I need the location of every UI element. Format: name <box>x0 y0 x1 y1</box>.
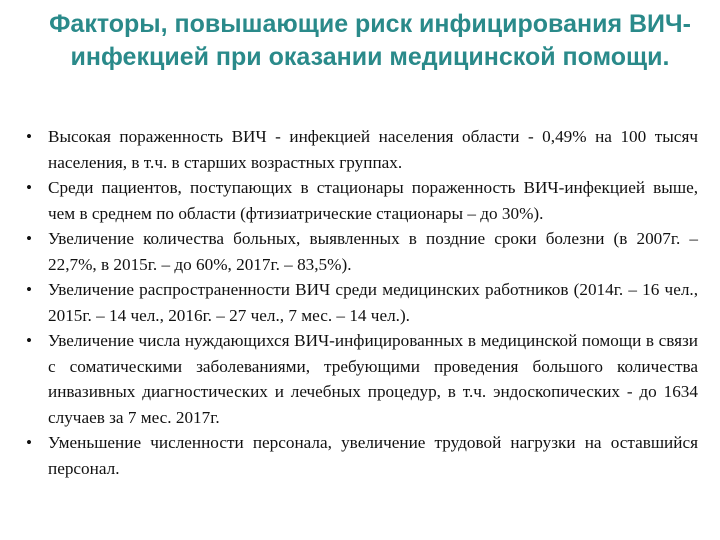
bullet-text: Среди пациентов, поступающих в стационары пораженность ВИЧ-инфекцией выше, чем в среднем по области (фтизиатрические стационары – до 30%). <box>48 178 698 223</box>
bullet-icon: • <box>25 280 33 299</box>
bullet-icon: • <box>25 433 33 452</box>
bullet-text: Увеличение распространенности ВИЧ среди медицинских работников (2014г. – 16 чел., 2015г. – 14 чел., 2016г. – 27 чел., 7 мес. – 14 чел.). <box>48 280 698 325</box>
bullet-text: Высокая пораженность ВИЧ - инфекцией населения области - 0,49% на 100 тысяч населения, в т.ч. в старших возрастных группах. <box>48 127 698 172</box>
bullet-item <box>22 124 698 175</box>
bullet-text: Увеличение числа нуждающихся ВИЧ-инфицированных в медицинской помощи в связи с соматическими заболеваниями, требующими проведения большого количества инвазивных диагностических и лечебных процедур, в т.ч. эндоскопических - до 1634 случаев за 7 мес. 2017г. <box>48 331 698 427</box>
bullet-item <box>22 430 698 481</box>
bullet-item <box>22 277 698 328</box>
bullet-item <box>22 226 698 277</box>
slide-title: Факторы, повышающие риск инфицирования ВИЧ-инфекцией при оказании медицинской помощи. <box>49 10 691 71</box>
bullet-text: Уменьшение численности персонала, увеличение трудовой нагрузки на оставшийся персонал. <box>48 433 698 478</box>
bullet-icon: • <box>25 178 33 197</box>
bullet-icon: • <box>25 229 33 248</box>
bullet-list <box>22 124 698 481</box>
bullet-item <box>22 328 698 430</box>
bullet-item <box>22 175 698 226</box>
bullet-text: Увеличение количества больных, выявленных в поздние сроки болезни (в 2007г. – 22,7%, в 2015г. – до 60%, 2017г. – 83,5%). <box>48 229 698 274</box>
bullet-icon: • <box>25 331 33 350</box>
bullet-icon: • <box>25 127 33 146</box>
